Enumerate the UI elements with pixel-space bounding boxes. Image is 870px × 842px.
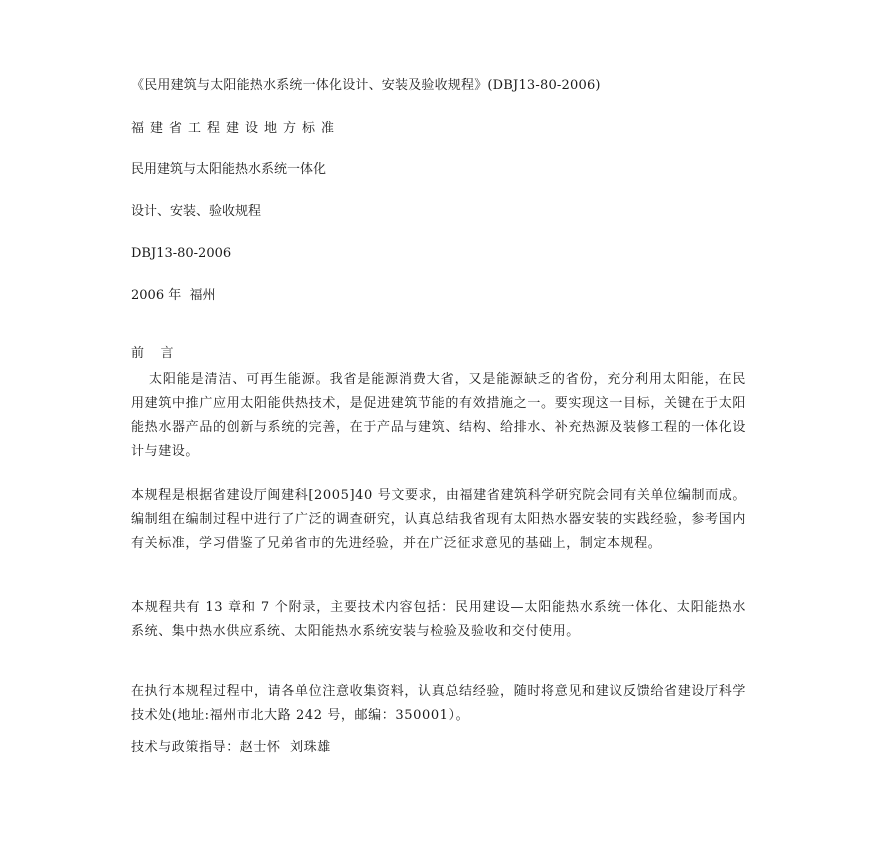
preface-paragraph-3: 本规程共有 13 章和 7 个附录，主要技术内容包括：民用建设—太阳能热水系统一体化、太阳能热水系统、集中热水供应系统、太阳能热水系统安装与检验及验收和交付使用。 (131, 600, 746, 639)
preface-paragraph-1: 太阳能是清洁、可再生能源。我省是能源消费大省，又是能源缺乏的省份，充分利用太阳能，在民用建筑中推广应用太阳能供热技术，是促进建筑节能的有效措施之一。要实现这一目标，关键在于太阳能热水器产品的创新与系统的完善，在于产品与建筑、结构、给排水、补充热源及装修工程的一体化设计与建设。 (131, 372, 746, 459)
preface-heading: 前 言 (131, 346, 174, 361)
standard-code: DBJ13-80-2006 (131, 246, 232, 261)
standard-name-line2: 设计、安装、验收规程 (131, 204, 262, 219)
document-title: 《民用建筑与太阳能热水系统一体化设计、安装及验收规程》(DBJ13-80-2006) (131, 78, 601, 93)
date-place: 2006 年 福州 (131, 288, 216, 303)
standard-type: 福建省工程建设地方标准 (131, 121, 341, 136)
technical-guidance: 技术与政策指导：赵士怀 刘珠雄 (131, 740, 331, 755)
preface-paragraph-2: 本规程是根据省建设厅闽建科[2005]40 号文要求，由福建省建筑科学研究院会同有关单位编制而成。编制组在编制过程中进行了广泛的调查研究，认真总结我省现有太阳热水器安装的实践经验，参考国内有关标准，学习借鉴了兄弟省市的先进经验，并在广泛征求意见的基础上，制定本规程。 (131, 488, 746, 551)
preface-paragraph-4: 在执行本规程过程中，请各单位注意收集资料，认真总结经验，随时将意见和建议反馈给省建设厅科学技术处(地址:福州市北大路 242 号，邮编：350001）。 (131, 684, 746, 723)
standard-name-line1: 民用建筑与太阳能热水系统一体化 (131, 162, 327, 177)
